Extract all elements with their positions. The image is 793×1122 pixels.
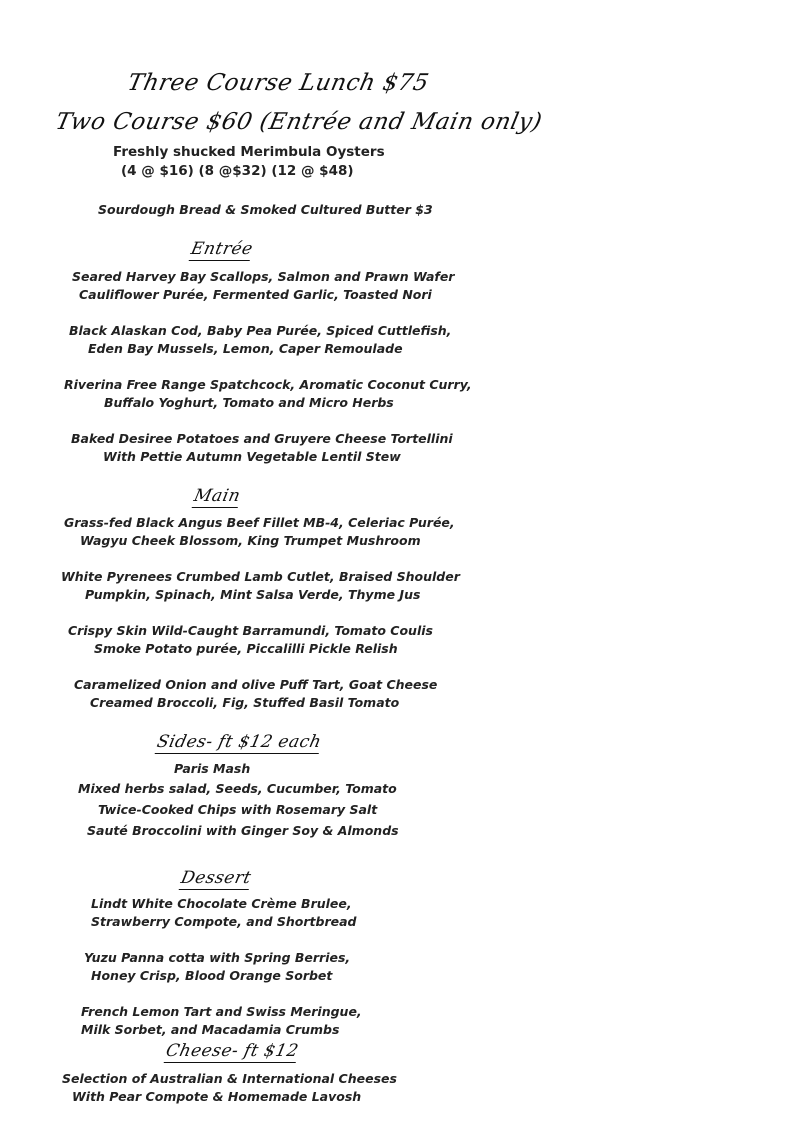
entree-item-line: Buffalo Yoghurt, Tomato and Micro Herbs xyxy=(104,395,394,410)
section-heading-cheese: Cheese- ft $12 xyxy=(164,1041,301,1061)
oysters-title: Freshly shucked Merimbula Oysters xyxy=(113,144,385,160)
main-item-line: Wagyu Cheek Blossom, King Trumpet Mushroom xyxy=(80,533,421,548)
dessert-item-line: Milk Sorbet, and Macadamia Crumbs xyxy=(81,1022,340,1037)
oysters-prices: (4 @ $16) (8 @$32) (12 @ $48) xyxy=(121,163,354,179)
entree-item-line: Cauliflower Purée, Fermented Garlic, Toasted Nori xyxy=(79,287,432,302)
dessert-item-line: French Lemon Tart and Swiss Meringue, xyxy=(81,1004,362,1019)
main-item-line: Caramelized Onion and olive Puff Tart, Goat Cheese xyxy=(74,677,438,692)
entree-item-line: Black Alaskan Cod, Baby Pea Purée, Spiced Cuttlefish, xyxy=(69,323,452,338)
sides-item: Twice-Cooked Chips with Rosemary Salt xyxy=(98,802,378,817)
entree-item-line: Baked Desiree Potatoes and Gruyere Cheese Tortellini xyxy=(71,431,453,446)
dessert-item-line: Honey Crisp, Blood Orange Sorbet xyxy=(91,968,333,983)
main-item-line: White Pyrenees Crumbed Lamb Cutlet, Braised Shoulder xyxy=(61,569,460,584)
menu-title-line-2: Two Course $60 (Entrée and Main only) xyxy=(53,109,545,135)
main-item-line: Grass-fed Black Angus Beef Fillet MB-4, Celeriac Purée, xyxy=(64,515,455,530)
dessert-item-line: Yuzu Panna cotta with Spring Berries, xyxy=(84,950,351,965)
sides-item: Sauté Broccolini with Ginger Soy & Almonds xyxy=(87,823,399,838)
entree-item-line: Seared Harvey Bay Scallops, Salmon and Prawn Wafer xyxy=(72,269,455,284)
entree-item-line: With Pettie Autumn Vegetable Lentil Stew xyxy=(103,449,401,464)
menu-title-line-1: Three Course Lunch $75 xyxy=(125,70,432,96)
sides-item: Mixed herbs salad, Seeds, Cucumber, Tomato xyxy=(78,781,397,796)
main-item-line: Creamed Broccoli, Fig, Stuffed Basil Tomato xyxy=(90,695,400,710)
section-heading-dessert: Dessert xyxy=(179,868,254,888)
main-item-line: Pumpkin, Spinach, Mint Salsa Verde, Thyme Jus xyxy=(85,587,421,602)
section-heading-sides: Sides- ft $12 each xyxy=(155,732,324,752)
cheese-item-line: With Pear Compote & Homemade Lavosh xyxy=(72,1089,362,1104)
section-heading-main: Main xyxy=(192,486,243,506)
cheese-item-line: Selection of Australian & International Cheeses xyxy=(62,1071,397,1086)
entree-item-line: Riverina Free Range Spatchcock, Aromatic Coconut Curry, xyxy=(64,377,472,392)
main-item-line: Crispy Skin Wild-Caught Barramundi, Tomato Coulis xyxy=(68,623,433,638)
main-item-line: Smoke Potato purée, Piccalilli Pickle Relish xyxy=(94,641,398,656)
dessert-item-line: Strawberry Compote, and Shortbread xyxy=(91,914,357,929)
entree-item-line: Eden Bay Mussels, Lemon, Caper Remoulade xyxy=(88,341,403,356)
sides-item: Paris Mash xyxy=(174,761,251,776)
bread-item: Sourdough Bread & Smoked Cultured Butter $3 xyxy=(98,202,433,217)
section-heading-entree: Entrée xyxy=(189,239,255,259)
dessert-item-line: Lindt White Chocolate Crème Brulee, xyxy=(91,896,352,911)
